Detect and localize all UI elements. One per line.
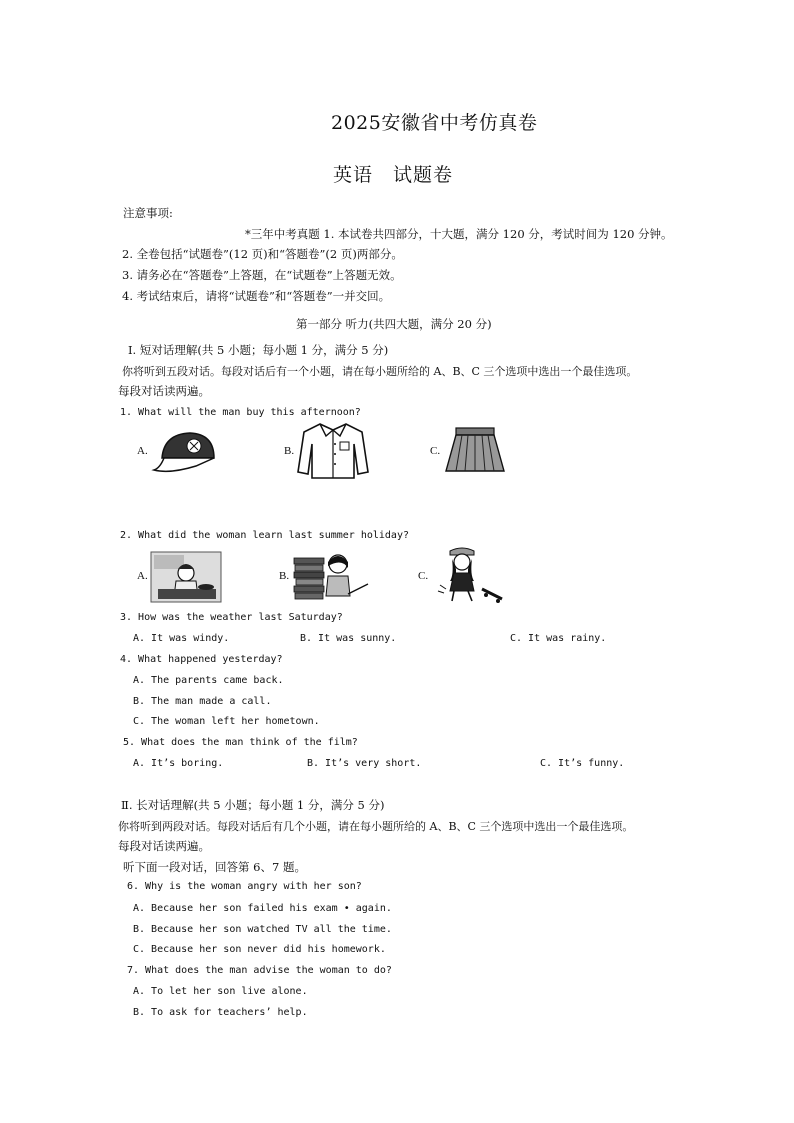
q7-option-b: B. To ask for teachers’ help. bbox=[133, 1007, 308, 1018]
section2-instruction-3: 听下面一段对话，回答第 6、7 题。 bbox=[123, 860, 306, 874]
notes-heading: 注意事项: bbox=[123, 206, 173, 220]
q5-option-b: B. It’s very short. bbox=[307, 758, 422, 769]
page-subtitle: 英语 试题卷 bbox=[333, 164, 454, 186]
q6-option-c: C. Because her son never did his homework. bbox=[133, 944, 386, 955]
notes-item-1: *三年中考真题 1. 本试卷共四部分，十大题，满分 120 分，考试时间为 120 分钟。 bbox=[245, 227, 673, 241]
question-1: 1. What will the man buy this afternoon? bbox=[120, 407, 361, 418]
page-title: 2025安徽省中考仿真卷 bbox=[331, 112, 538, 134]
section2-instruction-2: 每段对话读两遍。 bbox=[118, 839, 210, 853]
q1-option-b-label: B. bbox=[284, 445, 295, 457]
q3-option-c: C. It was rainy. bbox=[510, 633, 607, 644]
q2-option-a-label: A. bbox=[137, 570, 148, 582]
section1-instruction: 你将听到五段对话。每段对话后有一个小题，请在每小题所给的 A、B、C 三个选项中选出一个最佳选项。 bbox=[122, 365, 638, 378]
notes-item-4: 4. 考试结束后，请将“试题卷”和“答题卷”一并交回。 bbox=[122, 289, 391, 303]
part1-heading: 第一部分 听力(共四大题，满分 20 分) bbox=[296, 317, 492, 331]
question-5: 5. What does the man think of the film? bbox=[123, 737, 358, 748]
q1-option-a-label: A. bbox=[137, 445, 148, 457]
question-4: 4. What happened yesterday? bbox=[120, 654, 283, 665]
question-7: 7. What does the man advise the woman to do? bbox=[127, 965, 392, 976]
section1-instruction-2: 每段对话读两遍。 bbox=[118, 384, 210, 398]
question-3: 3. How was the weather last Saturday? bbox=[120, 612, 343, 623]
q6-option-b: B. Because her son watched TV all the time. bbox=[133, 924, 392, 935]
question-6: 6. Why is the woman angry with her son? bbox=[127, 881, 362, 892]
q1-option-c-label: C. bbox=[430, 445, 441, 457]
skirt-icon bbox=[442, 425, 508, 475]
q4-option-b: B. The man made a call. bbox=[133, 696, 272, 707]
q3-option-b: B. It was sunny. bbox=[300, 633, 397, 644]
skating-girl-picture bbox=[432, 545, 508, 605]
shirt-icon bbox=[296, 420, 370, 480]
q4-option-c: C. The woman left her hometown. bbox=[133, 716, 320, 727]
q4-option-a: A. The parents came back. bbox=[133, 675, 284, 686]
cooking-girl-picture bbox=[150, 551, 222, 603]
section2-heading: Ⅱ. 长对话理解(共 5 小题；每小题 1 分，满分 5 分) bbox=[121, 798, 385, 812]
q7-option-a: A. To let her son live alone. bbox=[133, 986, 308, 997]
q5-option-c: C. It’s funny. bbox=[540, 758, 625, 769]
q6-option-a: A. Because her son failed his exam • again. bbox=[133, 903, 392, 914]
reading-girl-picture bbox=[292, 550, 374, 604]
q2-option-c-label: C. bbox=[418, 570, 429, 582]
q5-option-a: A. It’s boring. bbox=[133, 758, 224, 769]
q2-option-b-label: B. bbox=[279, 570, 290, 582]
question-2: 2. What did the woman learn last summer holiday? bbox=[120, 530, 409, 541]
q3-option-a: A. It was windy. bbox=[133, 633, 230, 644]
cap-icon bbox=[150, 428, 222, 474]
section2-instruction: 你将听到两段对话。每段对话后有几个小题，请在每小题所给的 A、B、C 三个选项中选出一个最佳选项。 bbox=[118, 820, 634, 833]
notes-item-3: 3. 请务必在“答题卷”上答题，在“试题卷”上答题无效。 bbox=[122, 268, 402, 282]
section1-heading: Ⅰ. 短对话理解(共 5 小题；每小题 1 分，满分 5 分) bbox=[128, 343, 389, 357]
notes-item-2: 2. 全卷包括“试题卷”(12 页)和“答题卷”(2 页)两部分。 bbox=[122, 247, 403, 261]
